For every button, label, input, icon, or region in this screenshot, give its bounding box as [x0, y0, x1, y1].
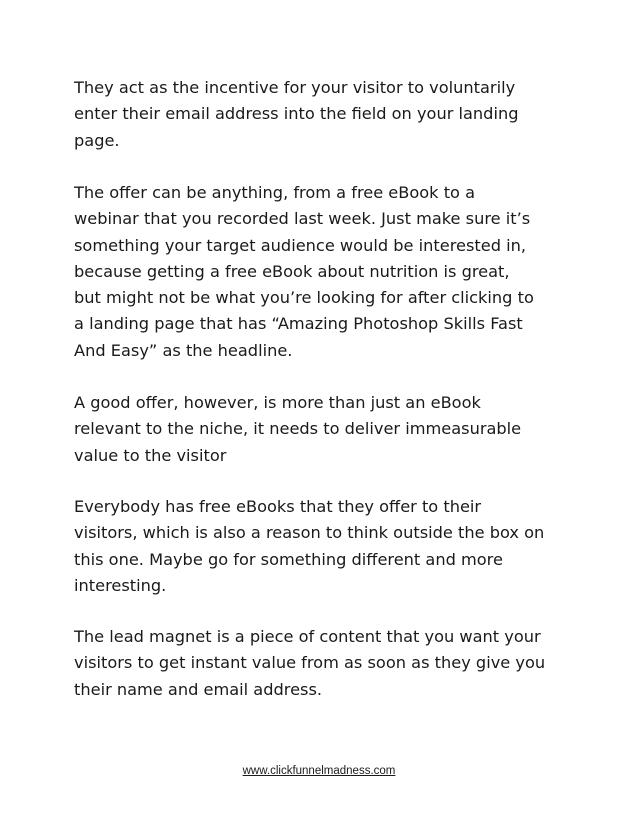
text-line: webinar that you recorded last week. Just make sure it’s: [74, 209, 531, 229]
text-line: A good offer, however, is more than just an eBook: [74, 393, 481, 412]
text-line: The lead magnet is a piece of content that you want your: [74, 627, 541, 646]
paragraph-incentive: [74, 75, 574, 154]
paragraph-lead-magnet: [74, 624, 574, 703]
text-line: relevant to the niche, it needs to deliver immeasurable: [74, 419, 522, 439]
text-line: their name and email address.: [74, 679, 323, 699]
text-line: page.: [74, 130, 120, 150]
footer-website-link[interactable]: www.clickfunnelmadness.com: [242, 765, 396, 777]
text-line: because getting a free eBook about nutrition is great,: [74, 261, 510, 281]
text-line: They act as the incentive for your visitor to voluntarily: [74, 78, 516, 97]
text-line: interesting.: [74, 575, 167, 595]
text-line: visitors to get instant value from as soon as they give you: [74, 653, 546, 673]
text-line: something your target audience would be interested in,: [74, 235, 527, 255]
text-line: enter their email address into the field on your landing: [74, 104, 519, 124]
text-line: And Easy” as the headline.: [74, 340, 293, 360]
paragraph-good-offer: [74, 390, 574, 469]
paragraph-free-ebooks: [74, 494, 574, 599]
text-line: value to the visitor: [74, 445, 227, 465]
text-line: Everybody has free eBooks that they offer to their: [74, 497, 482, 516]
text-line: this one. Maybe go for something different and more: [74, 549, 503, 569]
paragraph-offer: [74, 180, 574, 364]
text-line: visitors, which is also a reason to think outside the box on: [74, 523, 545, 543]
text-line: The offer can be anything, from a free eBook to a: [74, 183, 476, 202]
text-line: but might not be what you’re looking for after clicking to: [74, 288, 534, 308]
footer: [0, 764, 638, 778]
text-line: a landing page that has “Amazing Photoshop Skills Fast: [74, 314, 523, 334]
